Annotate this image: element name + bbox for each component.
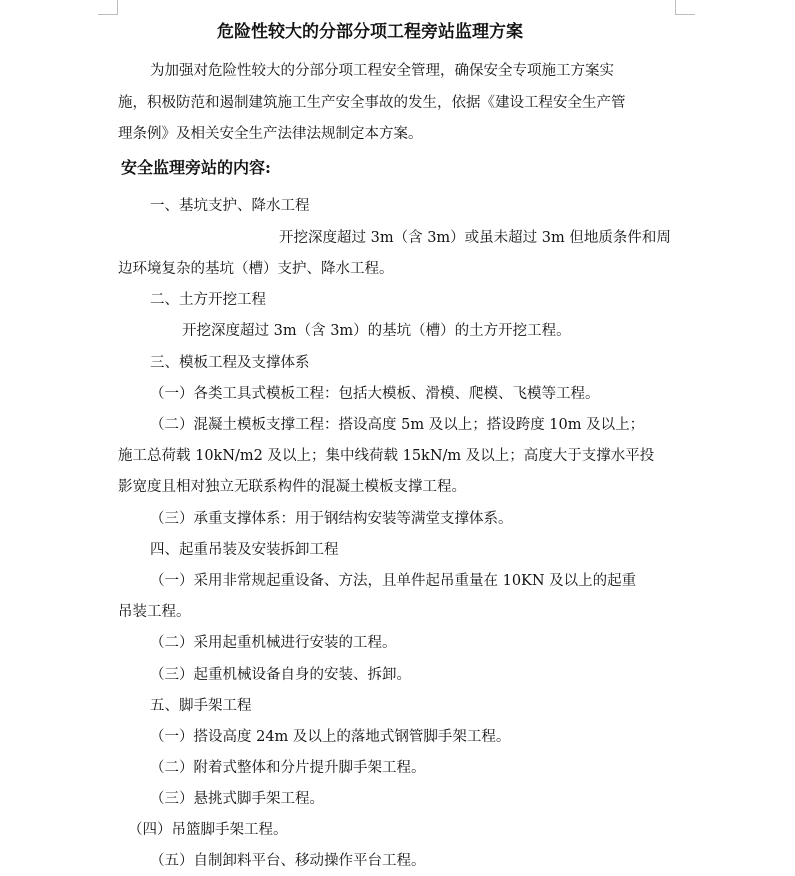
item-3-sub-3: （三）承重支撑体系：用于钢结构安装等满堂支撑体系。 [150, 511, 513, 527]
document-title: 危险性较大的分部分项工程旁站监理方案 [217, 22, 523, 42]
item-3-sub-2-line-1: （二）混凝土模板支撑工程：搭设高度 5m 及以上；搭设跨度 10m 及以上； [150, 417, 645, 433]
item-heading-2: 二、土方开挖工程 [150, 292, 266, 308]
intro-line-3: 理条例》及相关安全生产法律法规制定本方案。 [118, 126, 423, 142]
item-1-text-line-1: 开挖深度超过 3m（含 3m）或虽未超过 3m 但地质条件和周 [279, 230, 671, 246]
intro-line-1: 为加强对危险性较大的分部分项工程安全管理，确保安全专项施工方案实 [150, 63, 614, 79]
corner-mark-left-vertical [117, 0, 118, 14]
item-4-sub-1-line-1: （一）采用非常规起重设备、方法，且单件起吊重量在 10KN 及以上的起重 [150, 573, 637, 589]
item-2-text: 开挖深度超过 3m（含 3m）的基坑（槽）的土方开挖工程。 [182, 323, 571, 339]
item-heading-1: 一、基坑支护、降水工程 [150, 198, 310, 214]
item-4-sub-1-line-2: 吊装工程。 [118, 604, 191, 620]
item-3-sub-1: （一）各类工具式模板工程：包括大模板、滑模、爬模、飞模等工程。 [150, 386, 600, 402]
corner-mark-left-horizontal [98, 14, 118, 15]
item-5-sub-1: （一）搭设高度 24m 及以上的落地式钢管脚手架工程。 [150, 729, 511, 745]
item-5-sub-5: （五）自制卸料平台、移动操作平台工程。 [150, 853, 426, 869]
item-3-sub-2-line-3: 影宽度且相对独立无联系构件的混凝土模板支撑工程。 [118, 479, 466, 495]
intro-line-2: 施，积极防范和遏制建筑施工生产安全事故的发生，依据《建设工程安全生产管 [118, 95, 626, 111]
corner-mark-right-horizontal [675, 14, 695, 15]
item-3-sub-2-line-2: 施工总荷载 10kN/m2 及以上；集中线荷载 15kN/m 及以上；高度大于支撑水平投 [118, 448, 655, 464]
item-heading-4: 四、起重吊装及安装拆卸工程 [150, 542, 339, 558]
corner-mark-right-vertical [675, 0, 676, 14]
item-heading-5: 五、脚手架工程 [150, 698, 252, 714]
section-heading: 安全监理旁站的内容: [121, 158, 271, 177]
item-5-sub-4: （四）吊篮脚手架工程。 [128, 822, 288, 838]
item-5-sub-2: （二）附着式整体和分片提升脚手架工程。 [150, 760, 426, 776]
item-heading-3: 三、模板工程及支撑体系 [150, 355, 310, 371]
item-4-sub-2: （二）采用起重机械进行安装的工程。 [150, 635, 397, 651]
item-4-sub-3: （三）起重机械设备自身的安装、拆卸。 [150, 667, 411, 683]
item-5-sub-3: （三）悬挑式脚手架工程。 [150, 791, 324, 807]
item-1-text-line-2: 边环境复杂的基坑（槽）支护、降水工程。 [118, 261, 394, 277]
